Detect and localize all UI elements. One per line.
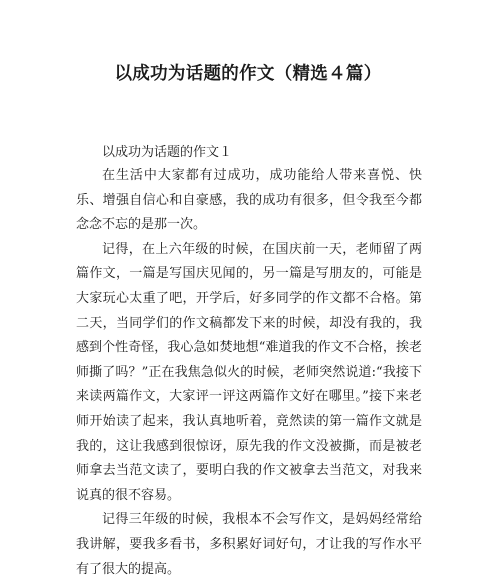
- paragraph: 在生活中大家都有过成功，成功能给人带来喜悦、快乐、增强自信心和自豪感，我的成功有很多，但令我至今都念念不忘的是那一次。: [76, 168, 422, 233]
- article-body: [76, 164, 422, 582]
- paragraph: 记得，在上六年级的时候，在国庆前一天，老师留了两篇作文，一篇是写国庆见闻的，另一篇是写朋友的，可能是大家玩心太重了吧，开学后，好多同学的作文都不合格。第二天，当同学们的作文稿都发下来的时候，却没有我的，我感到个性奇怪，我心急如焚地想“难道我的作文不合格，挨老师撕了吗？”正在我焦急似火的时候，老师突然说道:“我接下来读两篇作文，大家评一评这两篇作文好在哪里。”接下来老师开始读了起来，我认真地听着，竟然读的第一篇作文就是我的，这让我感到很惊讶，原先我的作文没被撕，而是被老师拿去当范文读了，要明白我的作文被拿去当范文，对我来说真的很不容易。: [76, 241, 422, 503]
- section-heading: 以成功为话题的作文１: [102, 145, 233, 160]
- paragraph: 记得三年级的时候，我根本不会写作文，是妈妈经常给我讲解，要我多看书，多积累好词好句，才让我的写作水平有了很大的提高。: [76, 512, 422, 577]
- document-title: 以成功为话题的作文（精选４篇）: [114, 64, 382, 84]
